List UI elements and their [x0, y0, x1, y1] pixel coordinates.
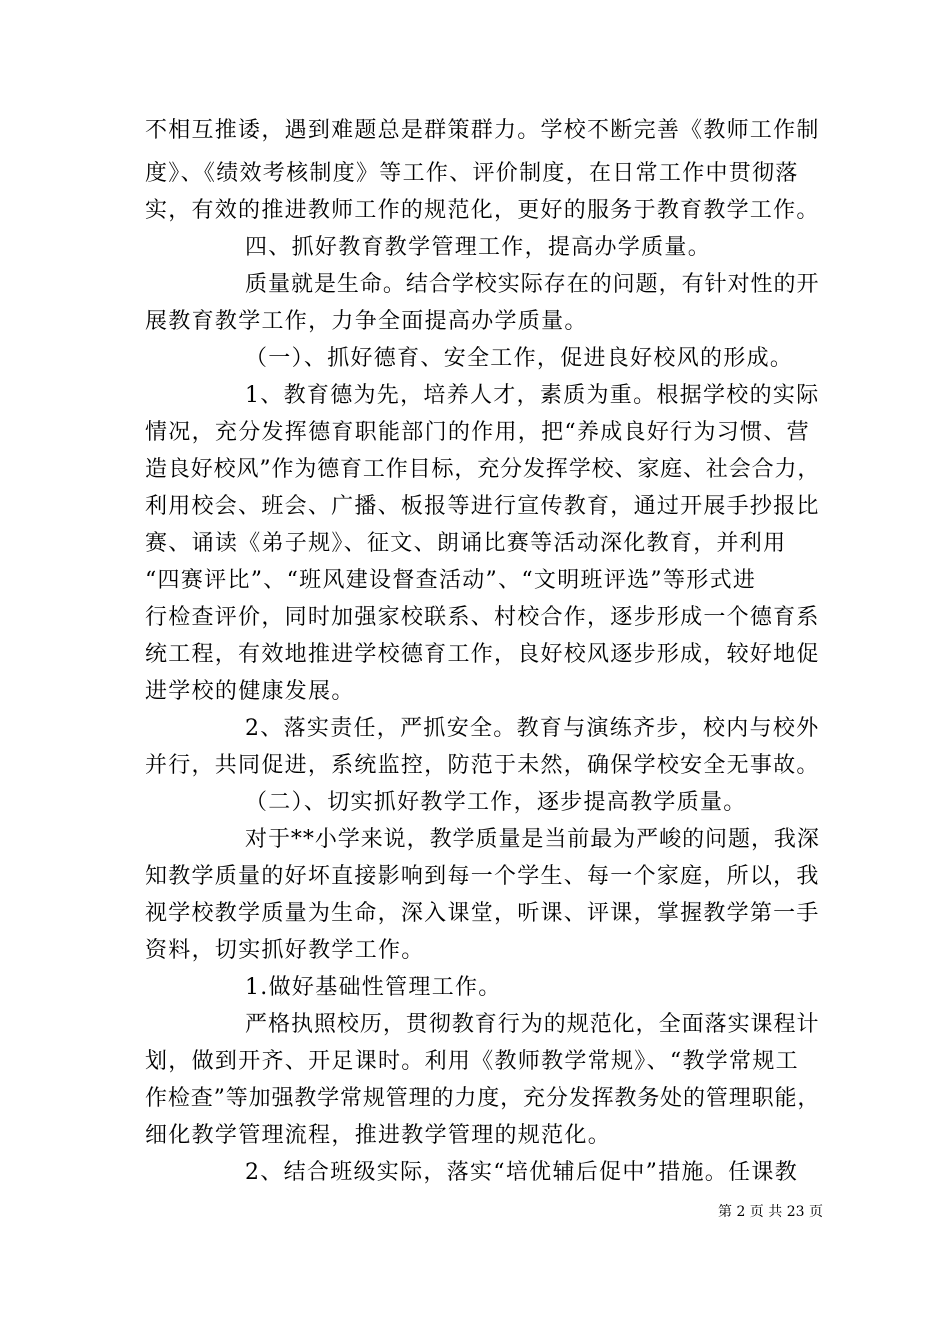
subsection-heading: （二）、切实抓好教学工作，逐步提高教学质量。 [245, 790, 747, 815]
text-line: 资料，切实抓好教学工作。 [145, 938, 425, 963]
text-line: 实，有效的推进教师工作的规范化，更好的服务于教育教学工作。 [145, 198, 820, 223]
text-line: 进学校的健康发展。 [145, 679, 355, 704]
section-heading: 四、抓好教育教学管理工作，提高办学质量。 [245, 235, 712, 260]
page-number: 第 2 页 共 23 页 [718, 1204, 823, 1220]
text-line: 知教学质量的好坏直接影响到每一个学生、每一个家庭，所以，我 [145, 864, 820, 889]
text-line: 情况，充分发挥德育职能部门的作用，把“养成良好行为习惯、营 [145, 420, 810, 445]
subsection-heading: （一）、抓好德育、安全工作，促进良好校风的形成。 [245, 346, 794, 371]
text-line: 展教育教学工作，力争全面提高办学质量。 [145, 309, 588, 334]
text-line: 细化教学管理流程，推进教学管理的规范化。 [145, 1123, 612, 1148]
text-line: 严格执照校历，贯彻教育行为的规范化，全面落实课程计 [245, 1012, 820, 1037]
text-line: 统工程，有效地推进学校德育工作，良好校风逐步形成，较好地促 [145, 642, 820, 667]
text-line: 2、结合班级实际，落实“培优辅后促中”措施。任课教 [245, 1160, 798, 1185]
text-line: 1、教育德为先，培养人才，素质为重。根据学校的实际 [245, 383, 820, 408]
text-line: 赛、诵读《弟子规》、征文、朗诵比赛等活动深化教育，并利用 [145, 531, 787, 556]
text-line: 划，做到开齐、开足课时。利用《教师教学常规》、“教学常规工 [145, 1049, 799, 1074]
text-line: 对于**小学来说，教学质量是当前最为严峻的问题，我深 [245, 827, 820, 852]
text-line: “四赛评比”、“班风建设督查活动”、“文明班评选”等形式进 [145, 568, 757, 593]
text-line: 度》、《绩效考核制度》等工作、评价制度，在日常工作中贯彻落 [145, 161, 799, 186]
text-line: 并行，共同促进，系统监控，防范于未然，确保学校安全无事故。 [145, 753, 820, 778]
text-line: 不相互推诿，遇到难题总是群策群力。学校不断完善《教师工作制 [145, 118, 820, 143]
text-line: 行检查评价，同时加强家校联系、村校合作，逐步形成一个德育系 [145, 605, 820, 630]
text-line: 质量就是生命。结合学校实际存在的问题，有针对性的开 [245, 272, 820, 297]
text-line: 作检查”等加强教学常规管理的力度，充分发挥教务处的管理职能， [145, 1086, 821, 1111]
item-heading: 1.做好基础性管理工作。 [245, 975, 502, 1000]
text-line: 视学校教学质量为生命，深入课堂，听课、评课，掌握教学第一手 [145, 901, 820, 926]
text-line: 利用校会、班会、广播、板报等进行宣传教育，通过开展手抄报比 [145, 494, 820, 519]
text-line: 2、落实责任，严抓安全。教育与演练齐步，校内与校外 [245, 716, 820, 741]
text-line: 造良好校风”作为德育工作目标，充分发挥学校、家庭、社会合力， [145, 457, 821, 482]
